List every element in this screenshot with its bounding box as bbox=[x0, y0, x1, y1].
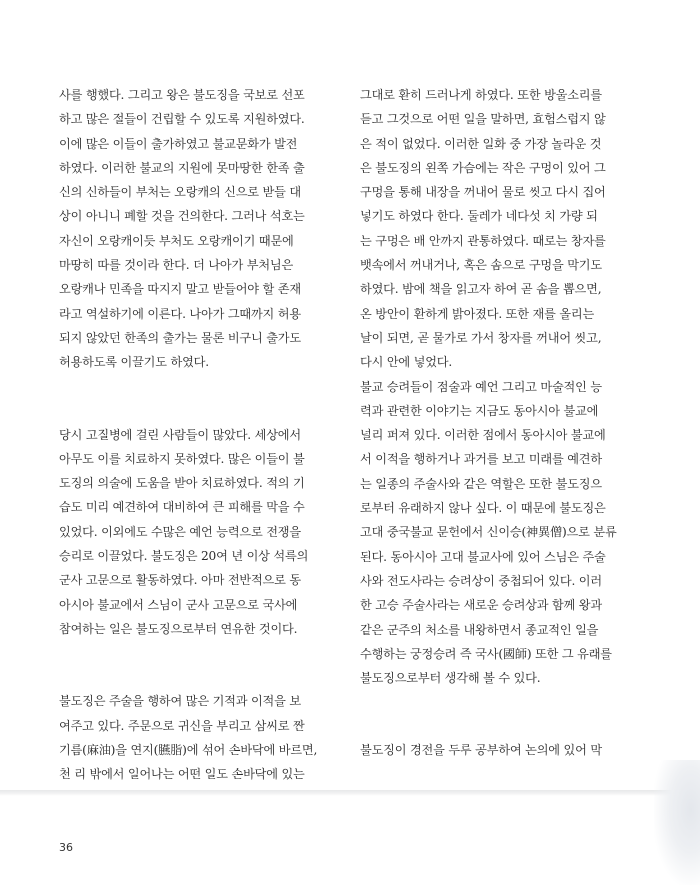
text-line: 마땅히 따를 것이라 한다. 더 나아가 부처님은 bbox=[59, 258, 294, 273]
text-line: 은 불도징의 왼쪽 가슴에는 작은 구멍이 있어 그 bbox=[360, 160, 606, 175]
decorative-brush-stroke bbox=[654, 760, 700, 885]
text-line: 있었다. 이외에도 수많은 예언 능력으로 전쟁을 bbox=[59, 524, 301, 539]
text-line: 고대 중국불교 문헌에서 신이승(神異僧)으로 분류 bbox=[360, 525, 617, 540]
text-line: 하였다. 밤에 책을 읽고자 하여 곧 솜을 뽑으면, bbox=[360, 282, 602, 297]
paragraph bbox=[360, 83, 618, 375]
page-number: 36 bbox=[59, 841, 73, 854]
text-line: 는 일종의 주술사와 같은 역할은 또한 불도징으 bbox=[360, 476, 602, 491]
footer-divider bbox=[0, 790, 700, 796]
text-line: 날이 되면, 곧 물가로 가서 창자를 꺼내어 씻고, bbox=[360, 330, 602, 345]
text-line: 아시아 불교에서 스님이 군사 고문으로 국사에 bbox=[59, 597, 298, 612]
text-line: 되지 않았던 한족의 출가는 물론 비구니 출가도 bbox=[59, 330, 301, 345]
paragraph bbox=[360, 375, 618, 691]
text-line: 같은 군주의 처소를 내왕하면서 종교적인 일을 bbox=[360, 622, 599, 637]
left-column bbox=[59, 83, 317, 786]
text-line: 불도징은 주술을 행하여 많은 기적과 이적을 보 bbox=[59, 694, 301, 709]
text-line: 그대로 환히 드러나게 하였다. 또한 방울소리를 bbox=[360, 88, 602, 102]
text-line: 서 이적을 행하거나 과거를 보고 미래를 예견하 bbox=[360, 452, 602, 467]
paragraph bbox=[59, 83, 317, 375]
text-line: 뱃속에서 꺼내거나, 혹은 솜으로 구멍을 막기도 bbox=[360, 258, 602, 273]
text-line: 도징의 의술에 도움을 받아 치료하였다. 적의 기 bbox=[59, 476, 305, 491]
text-line: 로부터 유래하지 않나 싶다. 이 때문에 불도징은 bbox=[360, 501, 606, 516]
text-line: 사와 전도사라는 승려상이 중첩되어 있다. 이러 bbox=[360, 573, 602, 588]
text-line: 사를 행했다. 그리고 왕은 불도징을 국보로 선포 bbox=[59, 88, 305, 102]
text-line: 상이 아니니 폐할 것을 건의한다. 그러나 석호는 bbox=[59, 209, 305, 224]
text-line: 라고 역설하기에 이른다. 나아가 그때까지 허용 bbox=[59, 306, 301, 321]
paragraph bbox=[360, 738, 618, 762]
paragraph bbox=[59, 689, 317, 786]
text-line: 당시 고질병에 걸린 사람들이 많았다. 세상에서 bbox=[59, 427, 301, 442]
text-line: 넣기도 하였다 한다. 둘레가 네다섯 치 가량 되 bbox=[360, 209, 598, 224]
text-line: 아무도 이를 치료하지 못하였다. 많은 이들이 불 bbox=[59, 451, 305, 466]
text-line: 습도 미리 예견하여 대비하여 큰 피해를 막을 수 bbox=[59, 500, 305, 515]
text-line: 다시 안에 넣었다. bbox=[360, 355, 453, 370]
text-line: 듣고 그것으로 어떤 일을 말하면, 효험스럽지 않 bbox=[360, 112, 606, 127]
text-line: 된다. 동아시아 고대 불교사에 있어 스님은 주술 bbox=[360, 549, 606, 564]
text-line: 불교 승려들이 점술과 예언 그리고 마술적인 능 bbox=[360, 379, 602, 394]
text-line: 오랑캐나 민족을 따지지 말고 받들어야 할 존재 bbox=[59, 282, 301, 297]
text-line: 천 리 밖에서 일어나는 어떤 일도 손바닥에 있는 bbox=[59, 767, 305, 782]
text-line: 신의 신하들이 부처는 오랑캐의 신으로 받들 대 bbox=[59, 185, 301, 200]
text-line: 구멍을 통해 내장을 꺼내어 물로 씻고 다시 집어 bbox=[360, 185, 606, 200]
paragraph bbox=[59, 423, 317, 642]
text-line: 력과 관련한 이야기는 지금도 동아시아 불교에 bbox=[360, 403, 599, 418]
text-line: 기름(麻油)을 연지(臙脂)에 섞어 손바닥에 바르면, bbox=[59, 742, 318, 757]
text-line: 하였다. 이러한 불교의 지원에 못마땅한 한족 출 bbox=[59, 160, 305, 175]
text-line: 자신이 오랑캐이듯 부처도 오랑캐이기 때문에 bbox=[59, 233, 294, 248]
text-line: 이에 많은 이들이 출가하였고 불교문화가 발전 bbox=[59, 136, 298, 151]
text-line: 널리 퍼져 있다. 이러한 점에서 동아시아 불교에 bbox=[360, 428, 606, 443]
text-line: 불도징으로부터 생각해 볼 수 있다. bbox=[360, 671, 541, 686]
text-line: 참여하는 일은 불도징으로부터 연유한 것이다. bbox=[59, 621, 298, 636]
text-line: 군사 고문으로 활동하였다. 아마 전반적으로 동 bbox=[59, 573, 301, 588]
text-line: 은 적이 없었다. 이러한 일화 중 가장 놀라운 것 bbox=[360, 136, 602, 151]
text-line: 여주고 있다. 주문으로 귀신을 부리고 삼씨로 짠 bbox=[59, 718, 305, 733]
text-line: 는 구멍은 배 안까지 관통하였다. 때로는 창자를 bbox=[360, 233, 606, 248]
text-line: 승리로 이끌었다. 불도징은 20여 년 이상 석륵의 bbox=[59, 549, 309, 564]
right-column bbox=[360, 83, 618, 763]
text-line: 수행하는 궁정승려 즉 국사(國師) 또한 그 유래를 bbox=[360, 646, 612, 661]
text-line: 한 고승 주술사라는 새로운 승려상과 함께 왕과 bbox=[360, 598, 602, 613]
text-line: 하고 많은 절들이 건립할 수 있도록 지원하였다. bbox=[59, 112, 305, 127]
text-line: 불도징이 경전을 두루 공부하여 논의에 있어 막 bbox=[360, 743, 602, 758]
text-line: 온 방안이 환하게 밝아졌다. 또한 재를 올리는 bbox=[360, 306, 595, 321]
text-line: 허용하도록 이끌기도 하였다. bbox=[59, 355, 209, 370]
